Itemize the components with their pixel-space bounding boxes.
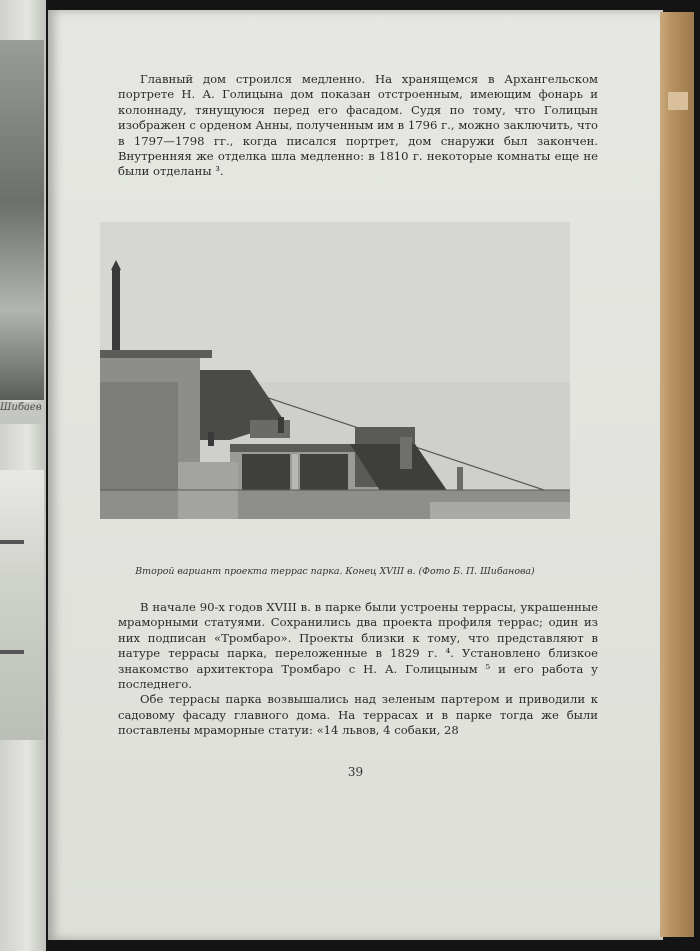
figure-caption: Второй вариант проекта террас парка. Конец XVIII в. (Фото Б. П. Шибанова) [135, 566, 535, 577]
book-cover-edge [660, 12, 694, 937]
page-number: 39 [347, 765, 364, 779]
facing-page [0, 0, 46, 951]
architectural-drawing [100, 222, 570, 519]
book-page [48, 10, 663, 940]
facing-page-photo [0, 40, 44, 400]
paragraph: Обе террасы парка возвышались над зеленым партером и приводили к садовому фасаду главного дома. На террасах и в парке тогда же были поставлены мраморные статуи: «14 львов, 4 собаки, 28 [118, 692, 598, 738]
paragraph: Главный дом строился медленно. На хранящемся в Архангельском портрете Н. А. Голицына дом показан отстроенным, имеющим фонарь и колоннаду, тянущуюся перед его фасадом. Судя по тому, что Голицын изображен с орденом Анны, полученным им в 1796 г., можно заключить, что в 1797—1798 гг., когда писался портрет, дом снаружи был закончен. Внутренняя же отделка шла медленно: в 1810 г. некоторые комнаты еще не были отделаны ³. [118, 72, 598, 179]
body-text-bottom [118, 600, 598, 739]
paragraph: В начале 90-х годов XVIII в. в парке были устроены террасы, украшенные мраморными статуями. Сохранились два проекта профиля террас; один из них подписан «Тромбаро». Проекты близки к тому, что представляют в натуре террасы парка, переложенные в 1829 г. ⁴. Установлено близкое знакомство архитектора Тромбаро с Н. А. Голицыным ⁵ и его работа у последнего. [118, 600, 598, 692]
terrace-project-illustration [100, 222, 570, 519]
railing-mark [0, 650, 24, 654]
worn-paper-mark [668, 92, 688, 110]
facing-page-drawing [0, 470, 44, 740]
facing-page-caption: Шибаев [0, 402, 42, 424]
railing-mark [0, 540, 24, 544]
body-text-top [118, 72, 598, 180]
